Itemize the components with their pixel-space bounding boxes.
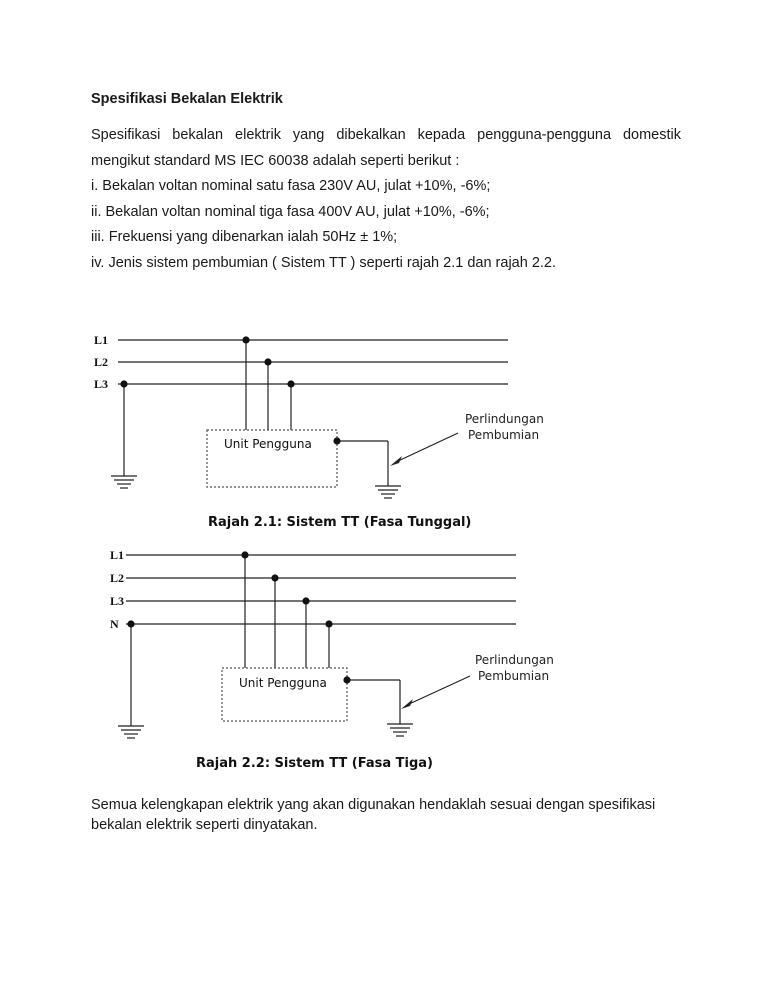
d1-unit-label: Unit Pengguna bbox=[224, 437, 312, 451]
d2-label-n: N bbox=[110, 617, 119, 631]
spec-item-3: iii. Frekuensi yang dibenarkan ialah 50Hz ± 1%; bbox=[91, 229, 398, 245]
d2-label-l1: L1 bbox=[110, 548, 125, 562]
spec-item-2: ii. Bekalan voltan nominal tiga fasa 400V AU, julat +10%, -6%; bbox=[91, 203, 490, 220]
intro-line-1: Spesifikasi bekalan elektrik yang dibekalkan kepada pengguna-pengguna domestik bbox=[91, 127, 681, 143]
section-heading: Spesifikasi Bekalan Elektrik bbox=[91, 91, 283, 107]
d1-label-l1: L1 bbox=[94, 333, 109, 347]
d1-label-l2: L2 bbox=[94, 355, 109, 369]
spec-item-1: i. Bekalan voltan nominal satu fasa 230V AU, julat +10%, -6%; bbox=[91, 178, 491, 194]
intro-line-2: mengikut standard MS IEC 60038 adalah seperti berikut : bbox=[91, 152, 460, 169]
d2-note-line-1: Perlindungan bbox=[475, 653, 554, 667]
d2-label-l3: L3 bbox=[110, 594, 125, 608]
d1-note-line-2: Pembumian bbox=[468, 428, 540, 442]
closing-line-1: Semua kelengkapan elektrik yang akan digunakan hendaklah sesuai dengan spesifikasi bbox=[91, 797, 656, 813]
d2-note-line-2: Pembumian bbox=[478, 669, 550, 683]
d2-unit-label: Unit Pengguna bbox=[239, 676, 327, 690]
spec-item-4: iv. Jenis sistem pembumian ( Sistem TT ) seperti rajah 2.1 dan rajah 2.2. bbox=[91, 254, 557, 271]
d2-label-l2: L2 bbox=[110, 571, 125, 585]
d1-note-line-1: Perlindungan bbox=[465, 412, 544, 426]
d1-caption: Rajah 2.1: Sistem TT (Fasa Tunggal) bbox=[208, 515, 472, 530]
d1-label-l3: L3 bbox=[94, 377, 109, 391]
closing-line-2: bekalan elektrik seperti dinyatakan. bbox=[91, 817, 318, 833]
closing-paragraph bbox=[91, 795, 691, 835]
d2-caption: Rajah 2.2: Sistem TT (Fasa Tiga) bbox=[196, 756, 433, 771]
